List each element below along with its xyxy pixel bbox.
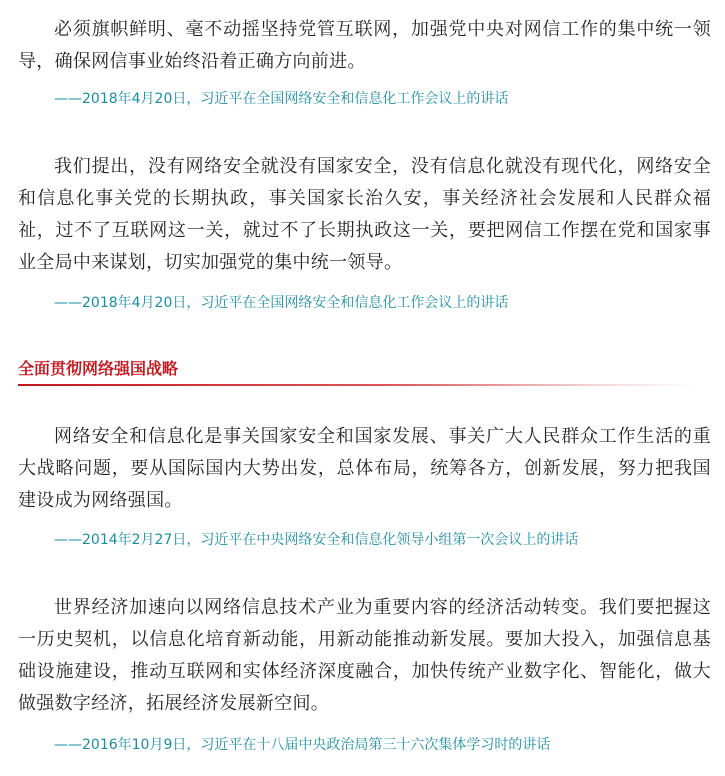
section-divider	[18, 384, 696, 386]
quote-block	[18, 592, 711, 720]
quote-text: 世界经济加速向以网络信息技术产业为重要内容的经济活动转变。我们要把握这一历史契机，以信息化培育新动能，用新动能推动新发展。要加大投入，加强信息基础设施建设，推动互联网和实体经济深度融合，加快传统产业数字化、智能化，做大做强数字经济，拓展经济发展新空间。	[18, 597, 711, 714]
quote-text: 我们提出，没有网络安全就没有国家安全，没有信息化就没有现代化，网络安全和信息化事关党的长期执政，事关国家长治久安，事关经济社会发展和人民群众福祉，过不了互联网这一关，就过不了长期执政这一关，要把网信工作摆在党和国家事业全局中来谋划，切实加强党的集中统一领导。	[18, 156, 711, 273]
quote-source: ——2016年10月9日，习近平在十八届中央政治局第三十六次集体学习时的讲话	[54, 737, 551, 753]
quote-source: ——2018年4月20日，习近平在全国网络安全和信息化工作会议上的讲话	[54, 295, 509, 311]
quote-block	[18, 151, 711, 279]
section-header	[18, 357, 696, 387]
quote-source: ——2018年4月20日，习近平在全国网络安全和信息化工作会议上的讲话	[54, 91, 509, 107]
section-title: 全面贯彻网络强国战略	[18, 359, 179, 378]
quote-text: 必须旗帜鲜明、毫不动摇坚持党管互联网，加强党中央对网信工作的集中统一领导，确保网信事业始终沿着正确方向前进。	[18, 19, 711, 72]
quote-text: 网络安全和信息化是事关国家安全和国家发展、事关广大人民群众工作生活的重大战略问题，要从国际国内大势出发，总体布局，统筹各方，创新发展，努力把我国建设成为网络强国。	[18, 426, 711, 511]
quote-source: ——2014年2月27日，习近平在中央网络安全和信息化领导小组第一次会议上的讲话	[54, 532, 579, 548]
quote-block	[18, 14, 711, 78]
quote-block	[18, 421, 711, 517]
